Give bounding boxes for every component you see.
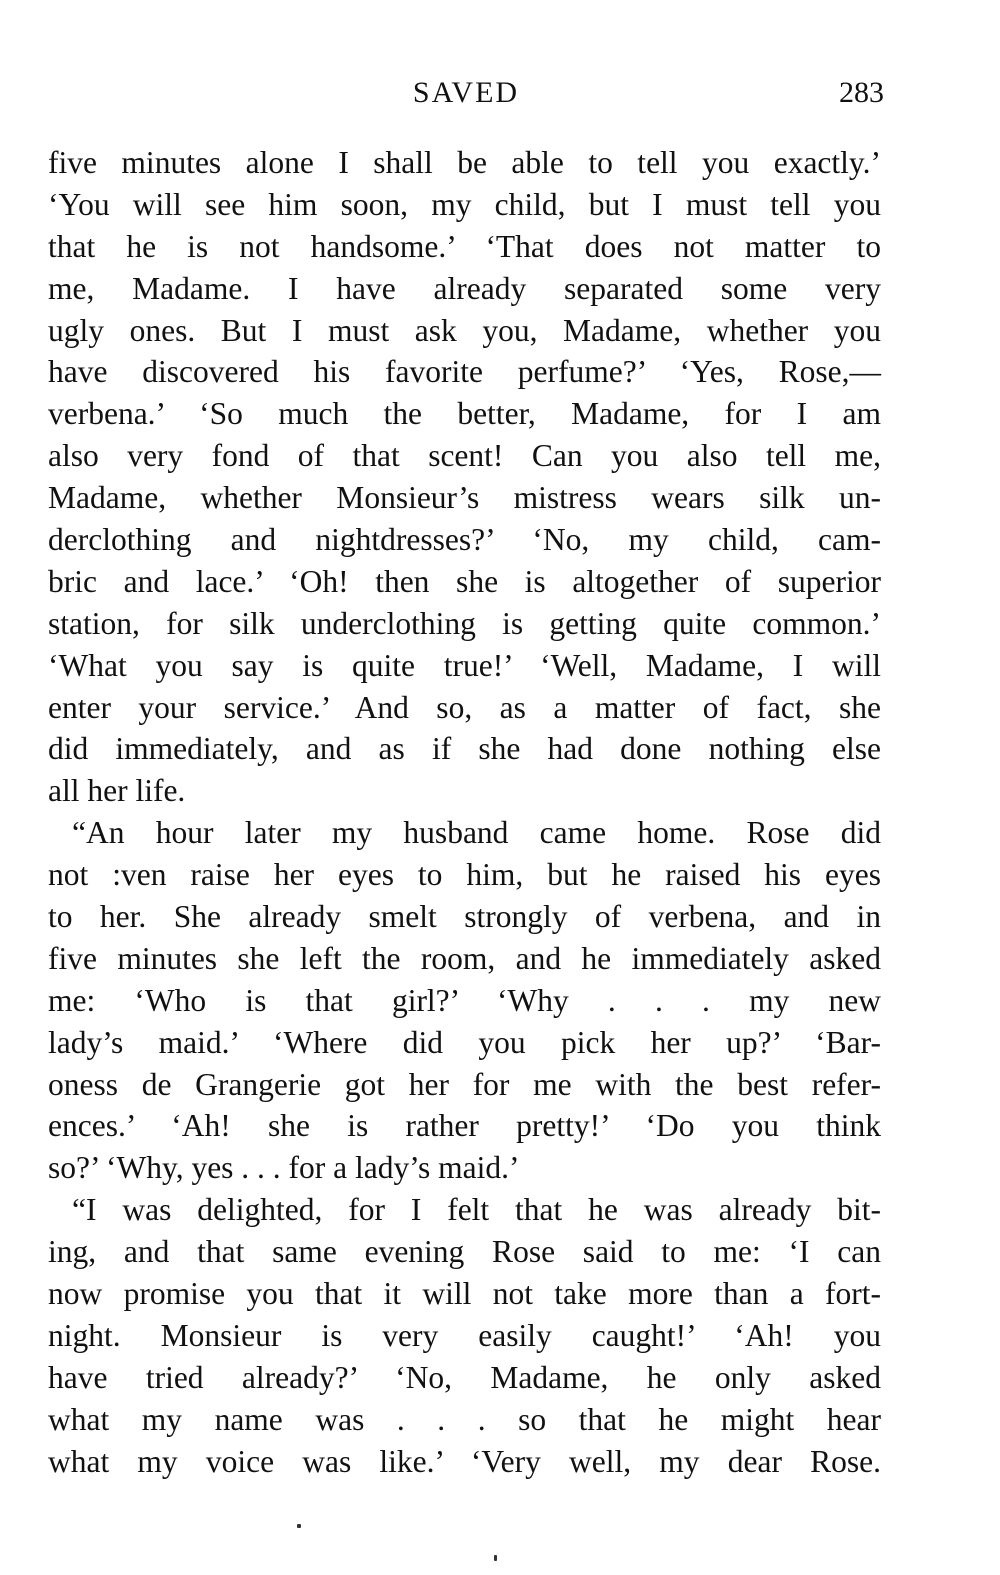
text-line: so?’ ‘Why, yes . . . for a lady’s maid.’: [48, 1150, 520, 1186]
text-line: five minutes she left the room, and he immediately asked: [48, 940, 881, 976]
text-line: ugly ones. But I must ask you, Madame, whether you: [48, 312, 881, 348]
text-line: me: ‘Who is that girl?’ ‘Why . . . my new: [48, 982, 881, 1018]
running-title: SAVED: [412, 76, 520, 109]
print-speck: [297, 1524, 301, 1528]
text-line: station, for silk underclothing is getting quite common.’: [48, 605, 881, 641]
text-line: derclothing and nightdresses?’ ‘No, my child, cam-: [48, 522, 881, 558]
text-line: bric and lace.’ ‘Oh! then she is altogether of superior: [48, 563, 881, 599]
text-line: have tried already?’ ‘No, Madame, he only asked: [48, 1359, 881, 1395]
text-line: oness de Grangerie got her for me with the best refer-: [48, 1066, 881, 1102]
text-line: have discovered his favorite perfume?’ ‘Yes, Rose,—: [48, 354, 881, 390]
body-text: [48, 142, 881, 1483]
text-line: also very fond of that scent! Can you also tell me,: [48, 438, 881, 474]
text-line: Madame, whether Monsieur’s mistress wears silk un-: [48, 480, 881, 516]
text-line: that he is not handsome.’ ‘That does not matter to: [48, 228, 881, 264]
text-line: lady’s maid.’ ‘Where did you pick her up?’ ‘Bar-: [48, 1024, 881, 1060]
print-speck: [494, 1555, 497, 1561]
text-line: ‘You will see him soon, my child, but I must tell you: [48, 186, 881, 222]
text-line: verbena.’ ‘So much the better, Madame, for I am: [48, 396, 881, 432]
text-line: “An hour later my husband came home. Rose did: [72, 815, 881, 851]
text-line: what my name was . . . so that he might hear: [48, 1401, 881, 1437]
text-line: not :ven raise her eyes to him, but he raised his eyes: [48, 857, 881, 893]
page-number: 283: [839, 76, 884, 109]
text-line: to her. She already smelt strongly of verbena, and in: [48, 899, 881, 935]
text-line: did immediately, and as if she had done nothing else: [48, 731, 881, 767]
text-line: what my voice was like.’ ‘Very well, my dear Rose.: [48, 1443, 881, 1479]
text-line: “I was delighted, for I felt that he was already bit-: [72, 1192, 881, 1228]
text-line: ing, and that same evening Rose said to me: ‘I can: [48, 1234, 881, 1270]
text-line: all her life.: [48, 773, 186, 809]
text-line: night. Monsieur is very easily caught!’ ‘Ah! you: [48, 1317, 881, 1353]
text-line: enter your service.’ And so, as a matter of fact, she: [48, 689, 881, 725]
text-line: five minutes alone I shall be able to tell you exactly.’: [48, 145, 881, 180]
running-head: [48, 76, 884, 116]
text-line: ences.’ ‘Ah! she is rather pretty!’ ‘Do you think: [48, 1108, 881, 1144]
text-line: now promise you that it will not take more than a fort-: [48, 1276, 881, 1312]
text-line: ‘What you say is quite true!’ ‘Well, Madame, I will: [48, 647, 881, 683]
text-line: me, Madame. I have already separated some very: [48, 270, 881, 306]
